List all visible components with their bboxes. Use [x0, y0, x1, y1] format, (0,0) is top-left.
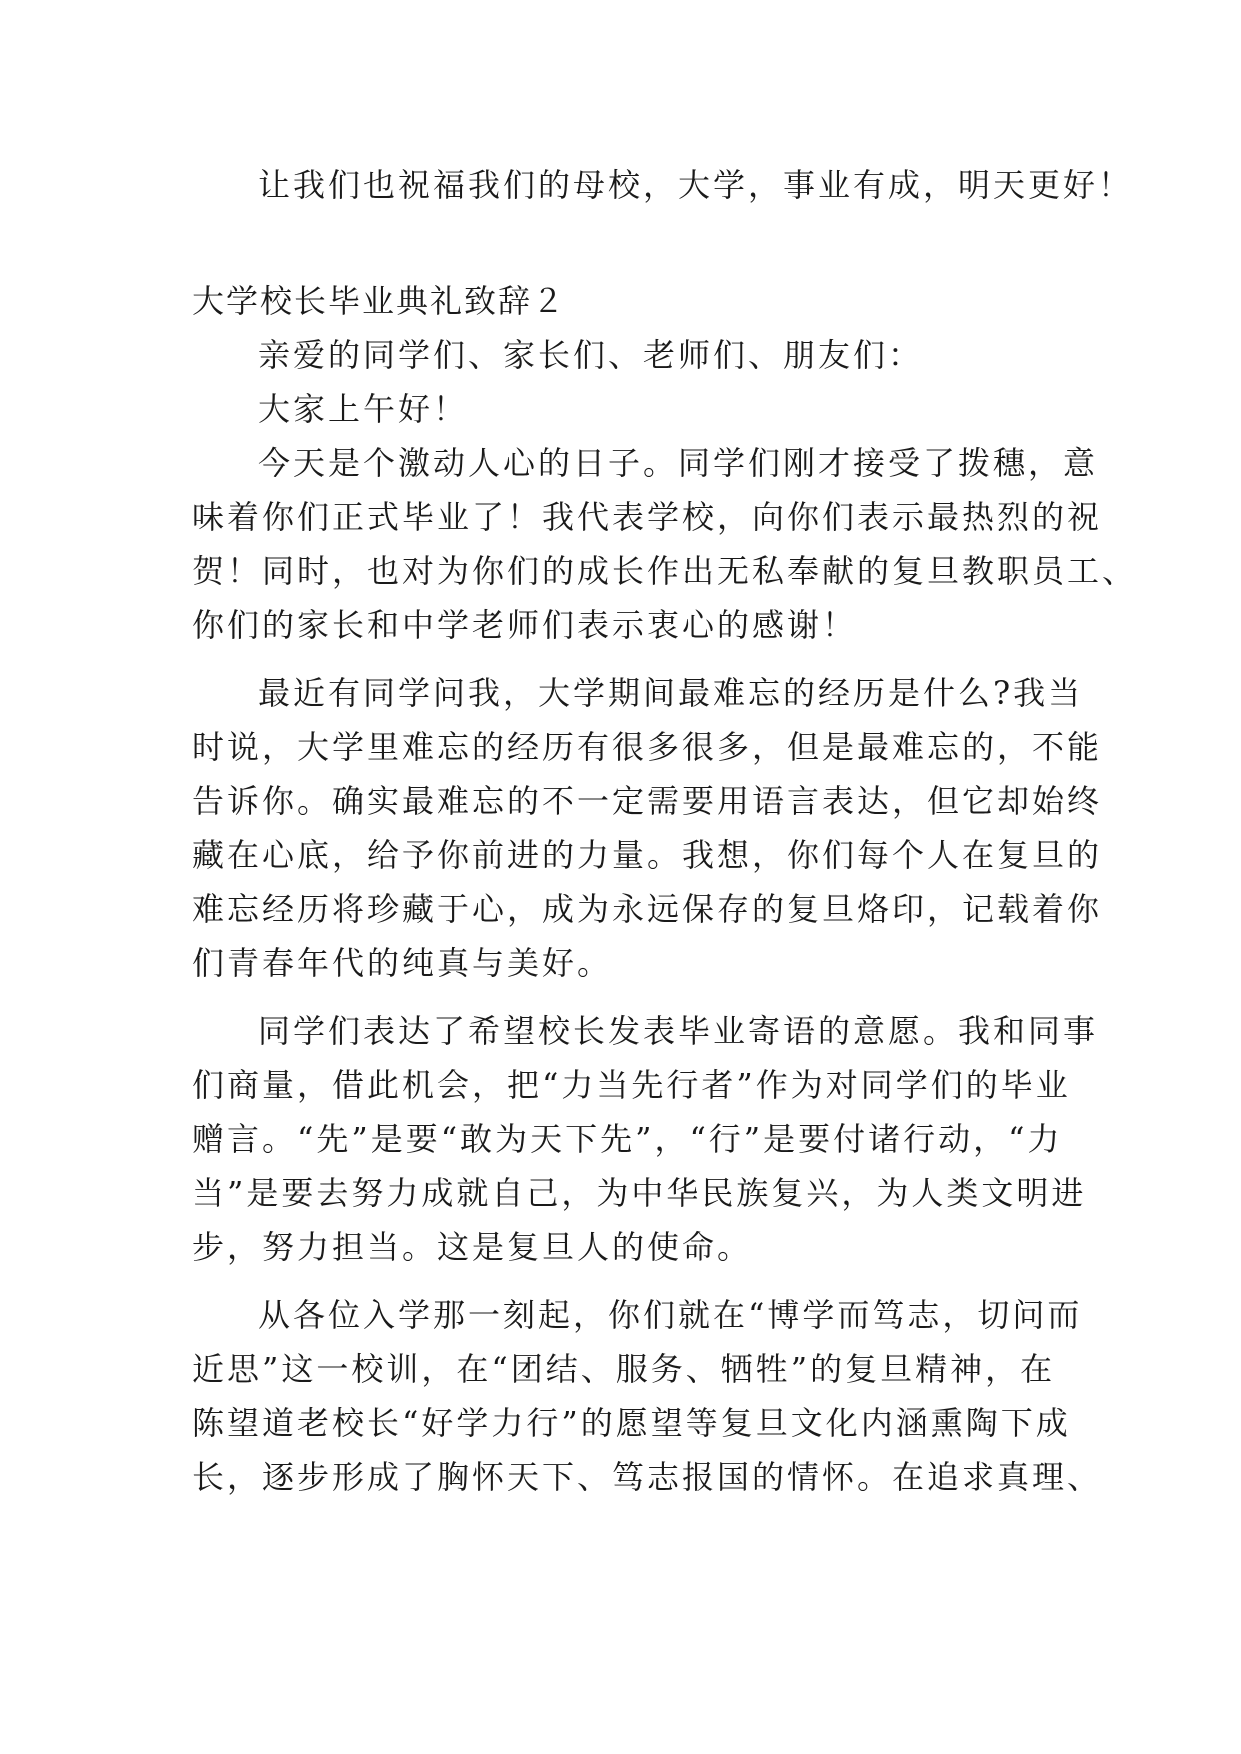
paragraph-line: 贺！同时，也对为你们的成长作出无私奉献的复旦教职员工、 [192, 552, 1138, 590]
paragraph-line: 难忘经历将珍藏于心，成为永远保存的复旦烙印，记载着你 [192, 890, 1103, 928]
paragraph-line: 最近有同学问我，大学期间最难忘的经历是什么?我当 [258, 674, 1084, 712]
paragraph-line: 藏在心底，给予你前进的力量。我想，你们每个人在复旦的 [192, 836, 1103, 874]
paragraph-line: 你们的家长和中学老师们表示衷心的感谢！ [192, 606, 858, 644]
paragraph-line: 们青春年代的纯真与美好。 [192, 944, 613, 982]
paragraph-line: 当”是要去努力成就自己，为中华民族复兴，为人类文明进 [192, 1174, 1087, 1212]
paragraph-line: 们商量，借此机会，把“力当先行者”作为对同学们的毕业 [192, 1066, 1071, 1104]
greeting-line: 亲爱的同学们、家长们、老师们、朋友们： [258, 336, 924, 374]
paragraph-line: 味着你们正式毕业了！我代表学校，向你们表示最热烈的祝 [192, 498, 1103, 536]
salutation-line: 大家上午好！ [258, 390, 469, 428]
paragraph-line: 同学们表达了希望校长发表毕业寄语的意愿。我和同事 [258, 1012, 1099, 1050]
paragraph-line: 今天是个激动人心的日子。同学们刚才接受了拨穗，意 [258, 444, 1099, 482]
paragraph-line: 时说，大学里难忘的经历有很多很多，但是最难忘的，不能 [192, 728, 1103, 766]
paragraph-line: 近思”这一校训，在“团结、服务、牺牲”的复旦精神，在 [192, 1350, 1056, 1388]
paragraph-line: 陈望道老校长“好学力行”的愿望等复旦文化内涵熏陶下成 [192, 1404, 1071, 1442]
paragraph-line: 告诉你。确实最难忘的不一定需要用语言表达，但它却始终 [192, 782, 1103, 820]
paragraph-line: 赠言。“先”是要“敢为天下先”，“行”是要付诸行动，“力 [192, 1120, 1063, 1158]
section-title: 大学校长毕业典礼致辞２ [192, 282, 567, 320]
paragraph-line: 步，努力担当。这是复旦人的使命。 [192, 1228, 753, 1266]
closing-line: 让我们也祝福我们的母校，大学，事业有成，明天更好！ [258, 166, 1134, 204]
paragraph-line: 长，逐步形成了胸怀天下、笃志报国的情怀。在追求真理、 [192, 1458, 1103, 1496]
paragraph-line: 从各位入学那一刻起，你们就在“博学而笃志，切问而 [258, 1296, 1083, 1334]
